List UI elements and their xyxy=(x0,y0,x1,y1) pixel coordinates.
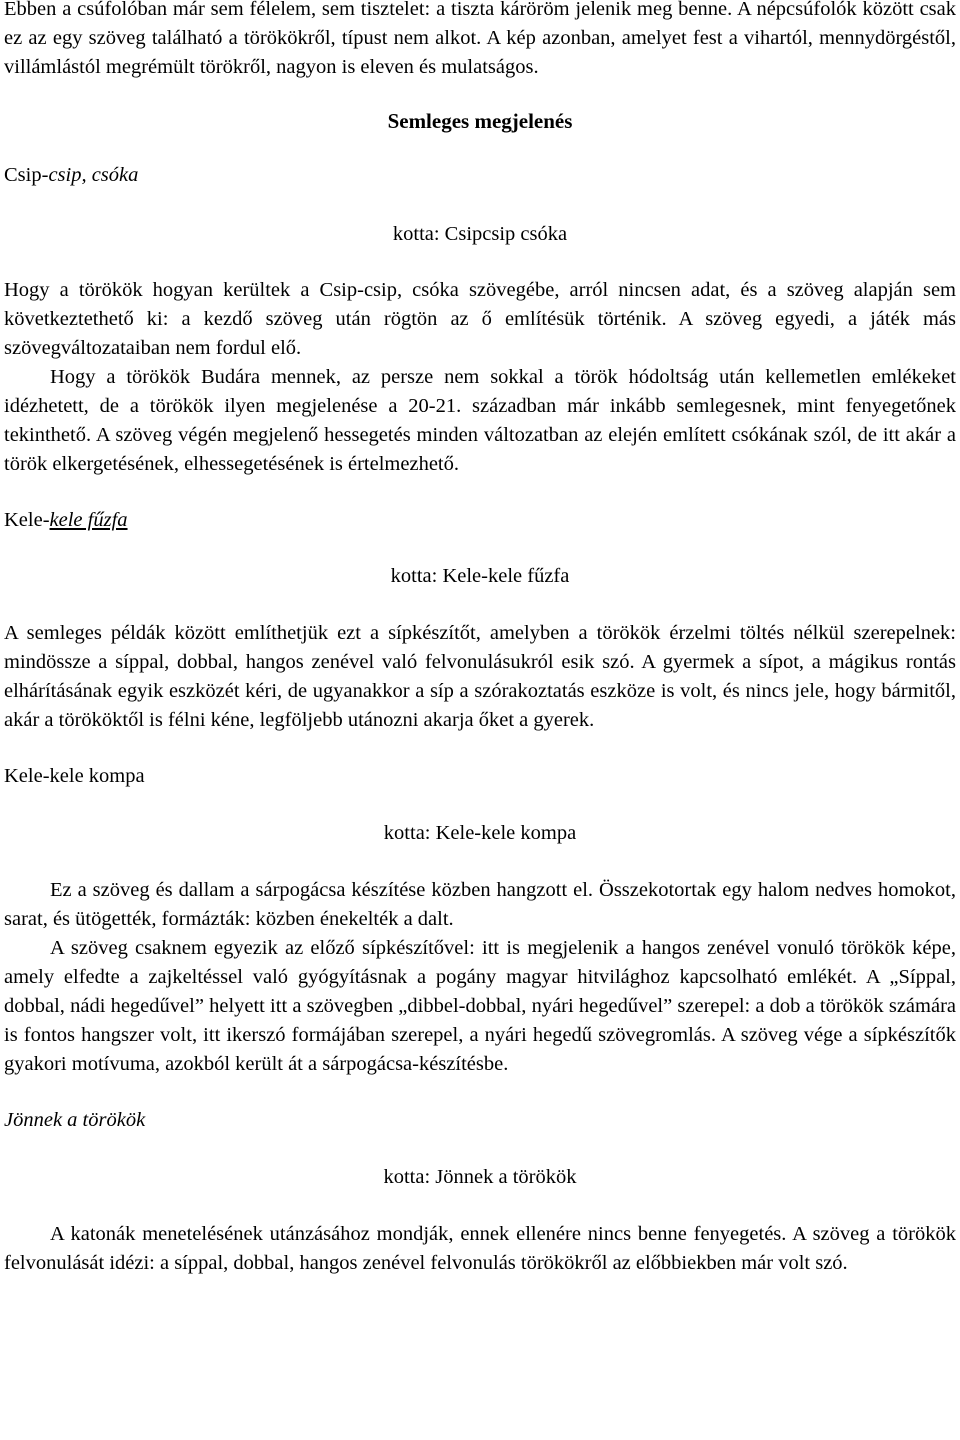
song-title-italic: Jönnek a törökök xyxy=(4,1109,146,1131)
paragraph: Hogy a törökök Budára mennek, az persze nem sokkal a török hódoltság után kellemetlen emlékeket idézhetett, de a törökök ilyen megjelenése a 20-21. században már inkább semlegesnek, mint fenyegetőnek tekinthető. A szöveg végén megjelenő hessegetés minden változatban az elején említett csókának szól, de itt akár a török elkergetésének, elhessegetésének is értelmezhető. xyxy=(4,366,956,475)
song-title-kele-kele-kompa: Kele-kele kompa xyxy=(4,765,145,787)
score-caption-jonnek-a-torokok: kotta: Jönnek a törökök xyxy=(383,1166,577,1188)
song-title-italic: csip, csóka xyxy=(48,164,139,186)
song-title-jonnek-a-torokok xyxy=(4,1106,956,1135)
paragraph: Hogy a törökök hogyan kerültek a Csip-csip, csóka szövegébe, arról nincsen adat, és a szöveg alapján sem következtethető ki: a kezdő szöveg után rögtön az ő említésük történik. A szöveg egyedi, a játék más szövegváltozataiban nem fordul elő. xyxy=(4,279,956,359)
score-caption-kele-kele-kompa: kotta: Kele-kele kompa xyxy=(383,822,577,844)
song-title-italic: kele fűzfa xyxy=(49,509,128,531)
song-title-plain: Csip- xyxy=(4,164,49,186)
section-heading: Semleges megjelenés xyxy=(387,109,573,133)
paragraph: A semleges példák között említhetjük ezt a sípkészítőt, amelyben a törökök érzelmi töltés nélkül szerepelnek: mindössze a síppal, dobbal, hangos zenével való felvonulásukról esik szó. A gyermek a sípot, a mágikus rontás elhárításának egyik eszközét kéri, de ugyanakkor a síp a szórakoztatás eszköze is volt, és nincs jele, hogy bármitől, akár a törököktől is félni kéne, legföljebb utánozni akarja őket a gyerek. xyxy=(4,622,956,731)
score-caption-csip-csip: kotta: Csipcsip csóka xyxy=(392,223,568,245)
song-title-kele-kele-fuzfa xyxy=(4,506,956,535)
song-title-csip-csip xyxy=(4,161,956,190)
paragraph: Ez a szöveg és dallam a sárpogácsa készítése közben hangzott el. Összekotortak egy halom nedves homokot, sarat, és ütögették, formázták: közben énekelték a dalt. xyxy=(4,879,956,930)
score-caption-kele-kele-fuzfa: kotta: Kele-kele fűzfa xyxy=(390,565,570,587)
song-title-plain: Kele- xyxy=(4,509,50,531)
paragraph: A szöveg csaknem egyezik az előző sípkészítővel: itt is megjelenik a hangos zenével vonuló törökök képe, amely elfedte a zajkeltéssel való gyógyításnak a pogány magyar hitvilághoz kapcsolható emlékét. A „Síppal, dobbal, nádi hegedűvel” helyett itt a szövegben „dibbel-dobbal, nyári hegedűvel” szerepel: a dob a törökök számára is fontos hangszer volt, itt ikerszó formájában szerepel, a nyári hegedű szövegromlás. A szöveg vége a sípkészítők gyakori motívuma, azokból került át a sárpogácsa-készítésbe. xyxy=(4,937,956,1075)
intro-paragraph: Ebben a csúfolóban már sem félelem, sem tisztelet: a tiszta káröröm jelenik meg benne. A népcsúfolók között csak ez az egy szöveg található a törökökről, típust nem alkot. A kép azonban, amelyet fest a vihartól, mennydörgéstől, villámlástól megrémült törökről, nagyon is eleven és mulatságos. xyxy=(4,0,956,78)
paragraph: A katonák menetelésének utánzásához mondják, ennek ellenére nincs benne fenyegetés. A szöveg a törökök felvonulását idézi: a síppal, dobbal, hangos zenével felvonulás törökökről az előbbiekben már volt szó. xyxy=(4,1223,956,1274)
